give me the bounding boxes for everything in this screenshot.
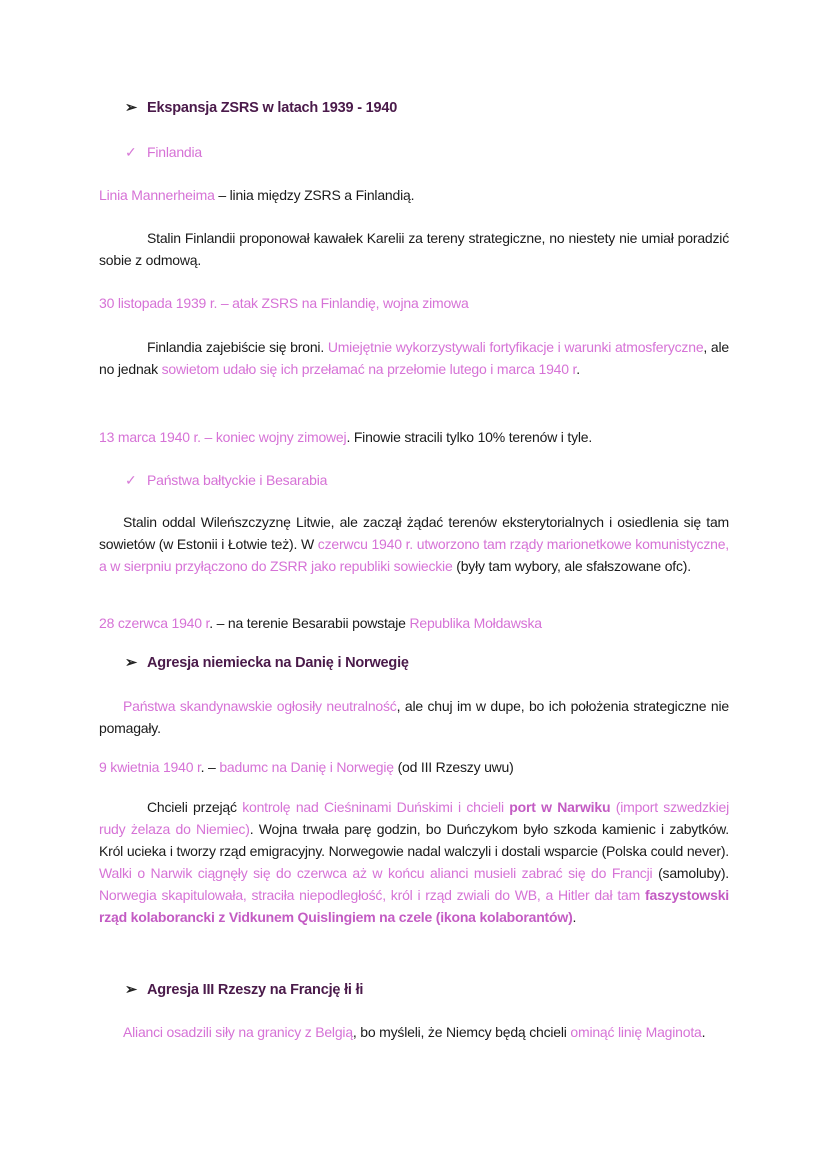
highlighted-text: czerwcu 1940 r. utworzono tam rządy marionetkowe komunistyczne, a w sierpniu przyłączono do ZSRR jako republiki sowieckie [99,536,729,574]
section-heading [99,97,729,119]
paragraph [99,612,729,634]
subsection-heading [99,469,729,491]
highlighted-text: faszystowski rząd kolaborancki z Vidkunem Quislingiem na czele (ikona kolaborantów) [99,887,729,925]
text-run: . Wojna trwała parę godzin, bo Duńczykom było szkoda kamienic i zabytków. Król ucieka i tworzy rząd emigracyjny. Norwegowie nadal walczyli i dostali wsparcie (Polska could never). [99,821,729,859]
text-run: . – [200,759,220,775]
text-run: . Finowie stracili tylko 10% terenów i tyle. [346,429,593,445]
highlighted-text: Republika Mołdawska [409,615,542,631]
highlighted-text: 13 marca 1940 r. – koniec wojny zimowej [99,429,347,445]
highlighted-text: ominąć linię Maginota [570,1024,702,1040]
text-run: . [572,909,577,925]
paragraph [99,796,729,928]
paragraph [99,336,729,380]
highlighted-text: Linia Mannerheima [99,187,215,203]
text-run: (od III Rzeszy uwu) [393,759,514,775]
paragraph [99,227,729,271]
text-run: Agresja niemiecka na Danię i Norwegię [147,655,409,671]
highlighted-text: 9 kwietnia 1940 r [99,759,201,775]
section-heading [99,979,729,1001]
highlighted-text: Walki o Narwik ciągnęły się do czerwca aż w końcu alianci musieli zabrać się do Francji [99,865,653,881]
paragraph [99,184,729,206]
text-run: . [701,1024,706,1040]
text-run: – linia między ZSRS a Finlandią. [214,187,415,203]
arrow-bullet-icon: ➢ [125,655,137,671]
highlighted-text: Norwegia skapitulowała, straciła niepodległość, król i rząd zwiali do WB, a Hitler dał tam [99,887,646,903]
highlighted-text: 28 czerwca 1940 r [99,615,210,631]
text-run: , ale chuj im w dupe, bo ich położenia strategiczne nie pomagały. [99,698,729,736]
text-run: Stalin oddal Wileńszczyznę Litwie, ale zaczął żądać terenów eksterytorialnych i osiedlenia się tam sowietów (w Estonii i Łotwie też). W [99,514,729,552]
subsection-heading [99,141,729,163]
checkmark-icon: ✓ [125,144,137,160]
text-run: , bo myśleli, że Niemcy będą chcieli [352,1024,571,1040]
highlighted-text: 30 listopada 1939 r. – atak ZSRS na Finlandię, wojna zimowa [99,295,469,311]
text-run: (samoluby). [652,865,729,881]
highlighted-text: Finlandia [147,144,203,160]
arrow-bullet-icon: ➢ [125,100,137,116]
paragraph [99,511,729,577]
checkmark-icon: ✓ [125,472,137,488]
highlighted-text: Państwa skandynawskie ogłosiły neutralność [123,698,397,714]
highlighted-text: port w Narwiku [509,799,611,815]
paragraph [99,426,729,448]
paragraph [99,756,729,778]
arrow-bullet-icon: ➢ [125,982,137,998]
text-run: Stalin Finlandii proponował kawałek Karelii za tereny strategiczne, no niestety nie umiał poradzić sobie z odmową. [99,230,729,268]
section-heading [99,652,729,674]
highlighted-text: (import szwedzkiej rudy żelaza do Niemiec) [99,799,729,837]
text-run: (były tam wybory, ale sfałszowane ofc). [452,558,691,574]
text-run: Agresja III Rzeszy na Francję łi łi [147,982,364,998]
text-run: Chcieli przejąć [147,799,243,815]
highlighted-text: Państwa bałtyckie i Besarabia [147,472,328,488]
text-run: Ekspansja ZSRS w latach 1939 - 1940 [147,100,398,116]
highlighted-text: badumc na Danię i Norwegię [219,759,394,775]
text-run: . – na terenie Besarabii powstaje [209,615,410,631]
highlighted-text: sowietom udało się ich przełamać na przełomie lutego i marca 1940 r [161,361,577,377]
highlighted-text: kontrolę nad Cieśninami Duńskimi i chcieli [242,799,510,815]
paragraph [99,1021,729,1043]
highlighted-text: Umiejętnie wykorzystywali fortyfikacje i warunki atmosferyczne [327,339,704,355]
paragraph [99,292,729,314]
text-run: Finlandia zajebiście się broni. [147,339,328,355]
paragraph [99,695,729,739]
text-run: . [576,361,580,377]
text-run: , ale no jednak [99,339,729,377]
highlighted-text: Alianci osadzili siły na granicy z Belgią [123,1024,353,1040]
